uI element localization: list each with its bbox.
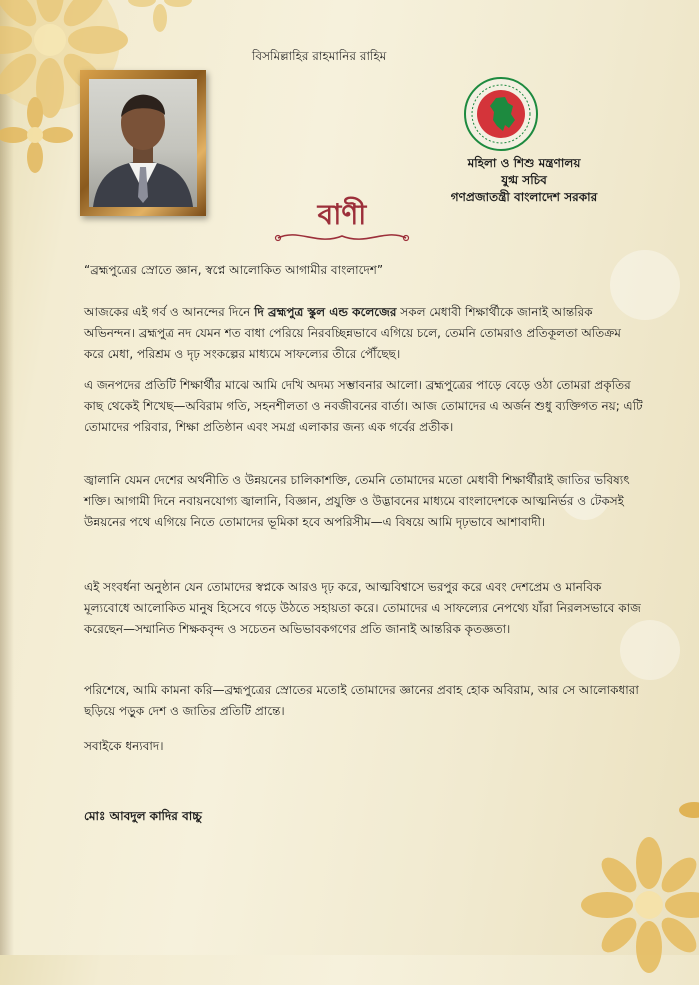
ministry-name: মহিলা ও শিশু মন্ত্রণালয় bbox=[467, 156, 581, 170]
quote-line: “ব্রহ্মপুত্রের স্রোতে জ্ঞান, স্বপ্নে আলোকিত আগামীর বাংলাদেশ” bbox=[84, 263, 384, 277]
bismillah-text: বিসমিল্লাহির রাহমানির রাহিম bbox=[252, 49, 387, 63]
person-portrait-icon bbox=[89, 79, 197, 207]
paragraph-1-rest: সকল মেধাবী শিক্ষার্থীকে জানাই আন্তরিক অভিনন্দন। ব্রহ্মপুত্র নদ যেমন শত বাধা পেরিয়ে নিরবচ্ছিন্নভাবে এগিয়ে চলে, তেমনি তোমরাও প্রতিকূলতা অতিক্রম করে মেধা, পরিশ্রম ও দৃঢ় সংকল্পের মাধ্যমে সাফল্যের তীরে পৌঁছেছ। bbox=[84, 305, 621, 361]
message-title: বাণী bbox=[317, 198, 367, 231]
paragraph-2: এ জনপদের প্রতিটি শিক্ষার্থীর মাঝে আমি দেখি অদম্য সম্ভাবনার আলো। ব্রহ্মপুত্রের পাড়ে বেড়ে ওঠা তোমরা প্রকৃতির কাছ থেকেই শিখেছ—অবিরাম গতি, সহনশীলতা ও নবজীবনের বার্তা। আজ তোমাদের এ অর্জন শুধু ব্যক্তিগত নয়; এটি তোমাদের পরিবার, শিক্ষা প্রতিষ্ঠান এবং সমগ্র এলাকার জন্য এক গর্বের প্রতীক। bbox=[84, 378, 643, 434]
portrait-photo bbox=[89, 79, 197, 207]
paragraph-4: এই সংবর্ধনা অনুষ্ঠান যেন তোমাদের স্বপ্নকে আরও দৃঢ় করে, আত্মবিশ্বাসে ভরপুর করে এবং দেশপ্রেম ও মানবিক মূল্যবোধে আলোকিত মানুষ হিসেবে গড়ে উঠতে সহায়তা করে। তোমাদের এ সাফল্যের নেপথ্যে যাঁরা নিরলসভাবে কাজ করেছেন—সম্মানিত শিক্ষকবৃন্দ ও সচেতন অভিভাবকগণের প্রতি জানাই আন্তরিক কৃতজ্ঞতা। bbox=[84, 580, 641, 636]
paragraph-5: পরিশেষে, আমি কামনা করি—ব্রহ্মপুত্রের স্রোতের মতোই তোমাদের জ্ঞানের প্রবাহ হোক অবিরাম, আর সে আলোকধারা ছড়িয়ে পড়ুক দেশ ও জাতির প্রতিটি প্রান্তে। bbox=[84, 683, 639, 718]
paragraph-1-intro: আজকের এই গর্ব ও আনন্দের দিনে bbox=[84, 305, 255, 319]
office-details bbox=[404, 155, 644, 206]
page-fold-shadow bbox=[0, 0, 14, 955]
bangladesh-government-seal-icon bbox=[463, 76, 539, 152]
government-name: গণপ্রজাতন্ত্রী বাংলাদেশ সরকার bbox=[450, 190, 598, 204]
paragraph-1 bbox=[84, 302, 644, 365]
thanks-line: সবাইকে ধন্যবাদ। bbox=[84, 739, 164, 753]
title-flourish bbox=[272, 224, 412, 248]
school-name: দি ব্রহ্মপুত্র স্কুল এন্ড কলেজের bbox=[254, 305, 397, 319]
portrait-frame bbox=[80, 70, 206, 216]
signatory-name: মোঃ আবদুল কাদির বাচ্চু bbox=[84, 809, 202, 823]
designation: যুগ্ম সচিব bbox=[501, 173, 547, 187]
floral-ornament-bottom-right bbox=[539, 755, 699, 985]
paragraph-3: জ্বালানি যেমন দেশের অর্থনীতি ও উন্নয়নের চালিকাশক্তি, তেমনি তোমাদের মতো মেধাবী শিক্ষার্থীরাই জাতির ভবিষ্যৎ শক্তি। আগামী দিনে নবায়নযোগ্য জ্বালানি, বিজ্ঞান, প্রযুক্তি ও উদ্ভাবনের মাধ্যমে বাংলাদেশকে আত্মনির্ভর ও টেকসই উন্নয়নের পথে এগিয়ে নিতে তোমাদের ভূমিকা হবে অপরিসীম—এ বিষয়ে আমি দৃঢ়ভাবে আশাবাদী। bbox=[84, 473, 630, 529]
